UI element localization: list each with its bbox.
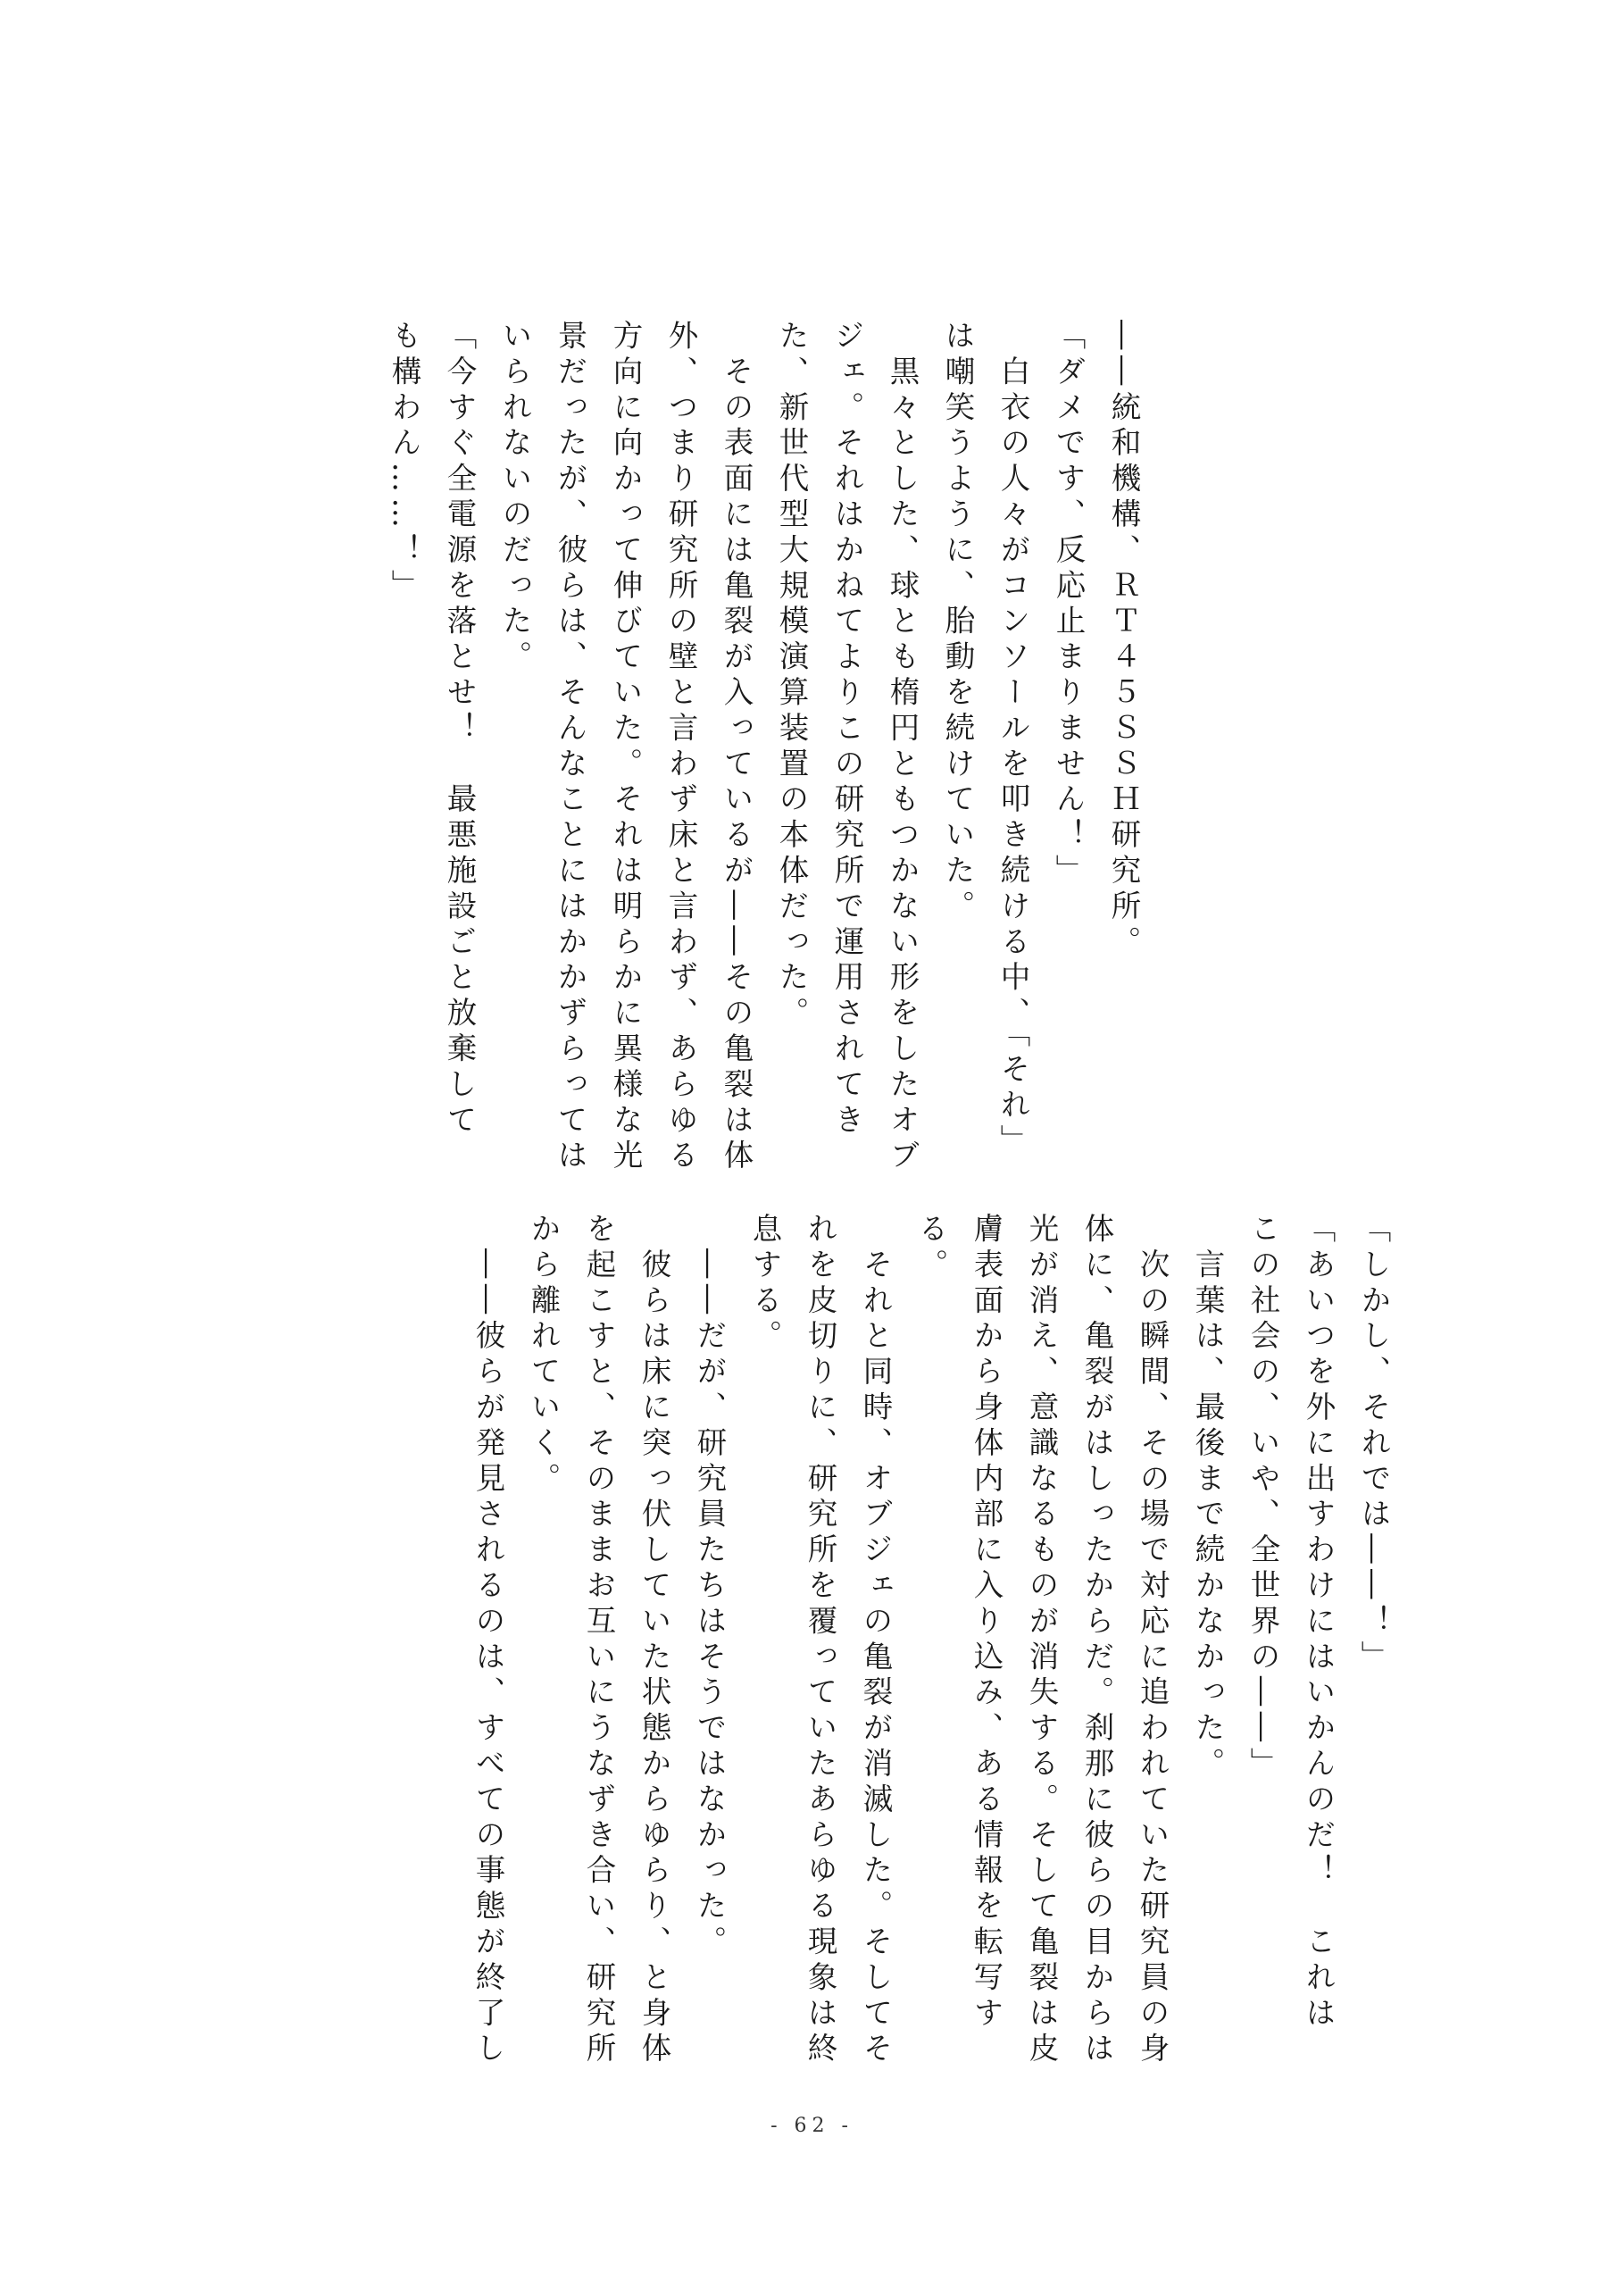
- text-line: ――だが、研究員たちはそうではなかった。: [692, 1213, 727, 1961]
- text-line: 外、つまり研究所の壁と言わず床と言わず、あらゆる: [663, 320, 698, 1175]
- text-block-lower: [329, 1213, 1401, 2068]
- text-line: 「しかし、それでは――！」: [1356, 1213, 1391, 1676]
- text-line: 膚表面から身体内部に入り込み、ある情報を転写す: [969, 1213, 1004, 2033]
- text-line: も構わん……！」: [387, 320, 421, 605]
- text-line: ――統和機構、ＲＴ４５ＳＳＨ研究所。: [1106, 320, 1141, 962]
- text-line: る。: [913, 1213, 948, 1284]
- text-line: いられないのだった。: [497, 320, 532, 676]
- text-block-upper: [312, 320, 1151, 1175]
- text-line: 彼らは床に突っ伏していた状態からゆらり、と身体: [637, 1213, 671, 2068]
- text-line: ジェ。それはかねてよりこの研究所で運用されてき: [829, 320, 864, 1140]
- text-line: 方向に向かって伸びていた。それは明らかに異様な光: [608, 320, 643, 1175]
- text-line: ――彼らが発見されるのは、すべての事態が終了し: [471, 1213, 505, 2068]
- page-number: - 62 -: [770, 2115, 854, 2137]
- text-line: 景だったが、彼らは、そんなことにはかかずらっては: [553, 320, 587, 1175]
- text-line: この社会の、いや、全世界の――」: [1245, 1213, 1280, 1783]
- text-line: 白衣の人々がコンソールを叩き続ける中、「それ」: [995, 320, 1030, 1160]
- text-line: 息する。: [747, 1213, 782, 1356]
- text-line: れを皮切りに、研究所を覆っていたあらゆる現象は終: [803, 1213, 837, 2068]
- text-line: 黒々とした、球とも楕円ともつかない形をしたオブ: [885, 320, 920, 1175]
- text-line: から離れていく。: [526, 1213, 561, 1498]
- text-line: 光が消え、意識なるものが消失する。そして亀裂は皮: [1024, 1213, 1059, 2068]
- text-line: た、新世代型大規模演算装置の本体だった。: [774, 320, 809, 1032]
- text-line: 体に、亀裂がはしったからだ。刹那に彼らの目からは: [1079, 1213, 1114, 2068]
- text-line: 「あいつを外に出すわけにはいかんのだ！ これは: [1301, 1213, 1336, 2033]
- text-line: 「ダメです、反応止まりません！」: [1051, 320, 1086, 890]
- text-line: 「今すぐ全電源を落とせ！ 最悪施設ごと放棄して: [442, 320, 477, 1140]
- text-line: は嘲笑うように、胎動を続けていた。: [940, 320, 975, 926]
- text-line: 次の瞬間、その場で対応に追われていた研究員の身: [1135, 1213, 1170, 2068]
- text-line: それと同時、オブジェの亀裂が消滅した。そしてそ: [858, 1213, 893, 2068]
- text-line: 言葉は、最後まで続かなかった。: [1190, 1213, 1225, 1783]
- text-line: その表面には亀裂が入っているが――その亀裂は体: [719, 320, 754, 1175]
- text-line: を起こすと、そのままお互いにうなずき合い、研究所: [581, 1213, 616, 2068]
